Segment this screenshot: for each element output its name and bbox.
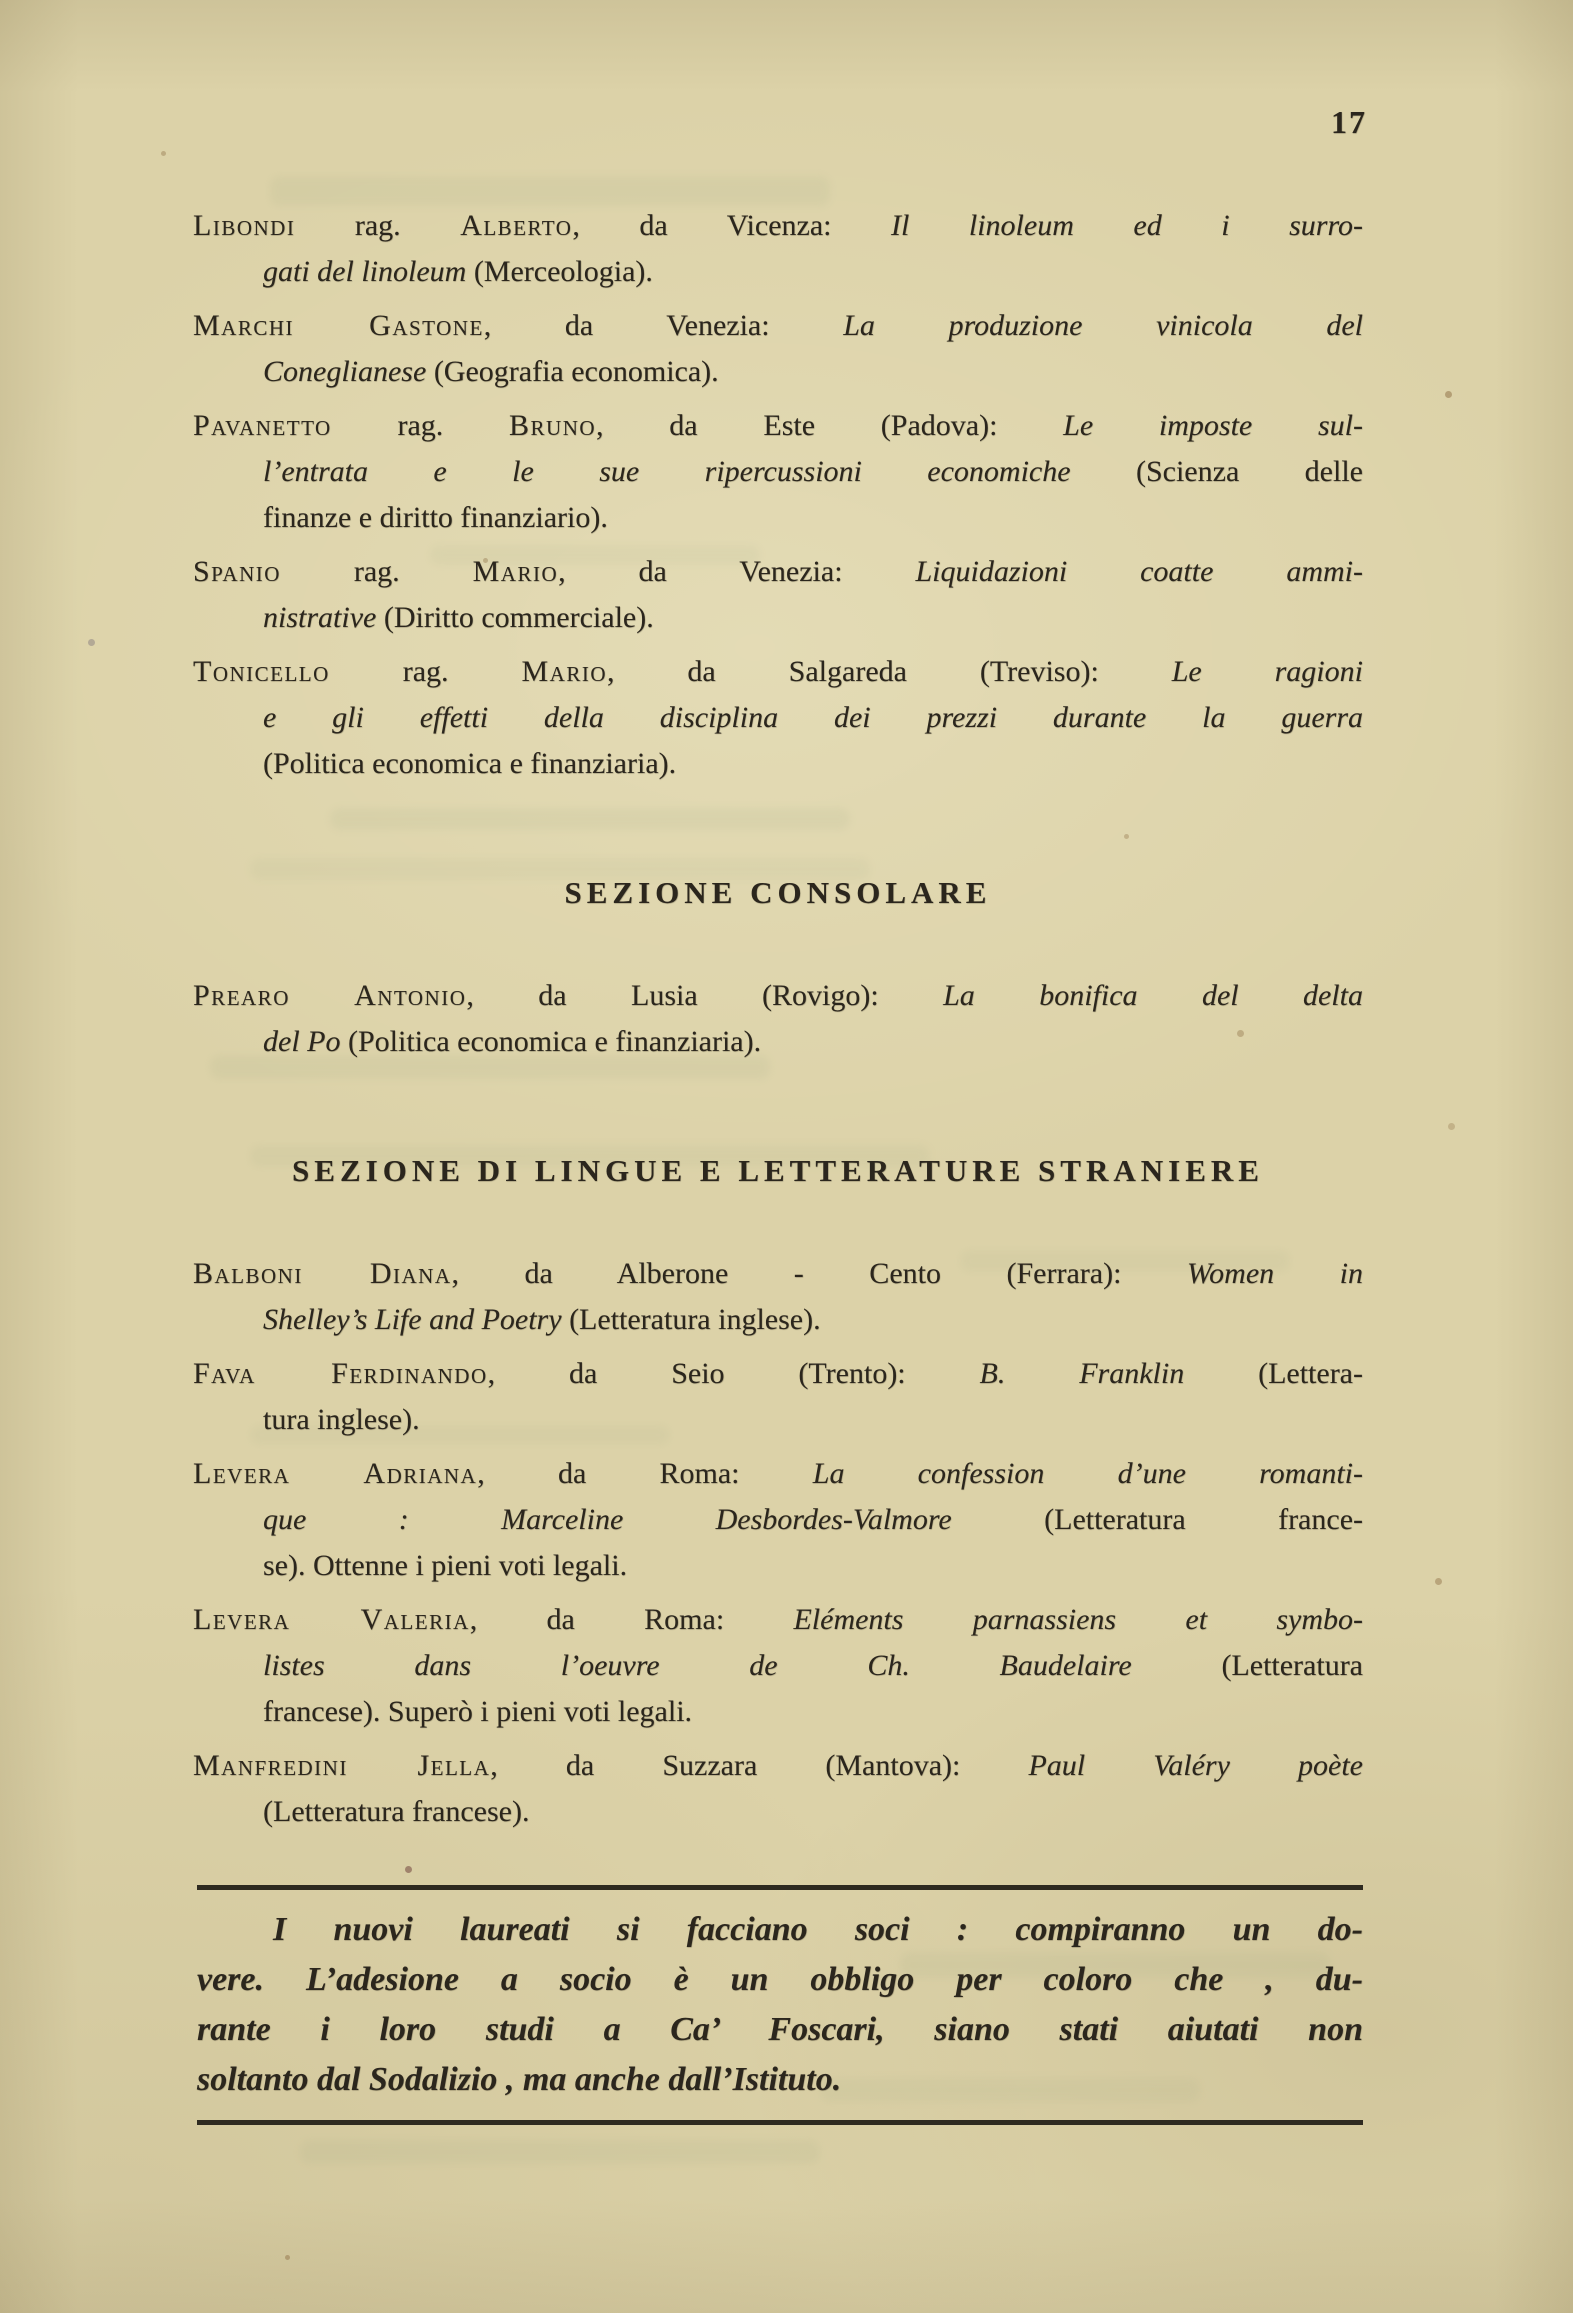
entry-line bbox=[193, 1351, 1363, 1397]
thesis-title: Shelley’s Life and Poetry bbox=[263, 1303, 570, 1336]
laureate-entry bbox=[193, 649, 1363, 787]
laureate-name: Mario bbox=[521, 655, 607, 688]
thesis-title: listes dans l’oeuvre de Ch. Baudelaire bbox=[263, 1649, 1222, 1682]
entry-line bbox=[193, 549, 1363, 595]
laureate-name: Mario bbox=[472, 555, 559, 588]
entry-text: , da Vicenza: bbox=[572, 209, 892, 242]
entry-text: , da Roma: bbox=[469, 1603, 794, 1636]
entry-line bbox=[193, 1397, 1363, 1443]
entry-line bbox=[193, 303, 1363, 349]
laureate-name: Levera Adriana bbox=[193, 1457, 478, 1490]
entry-text: rag. bbox=[331, 409, 510, 442]
entry-line bbox=[193, 1019, 1363, 1065]
entry-line bbox=[193, 449, 1363, 495]
entry-line bbox=[193, 595, 1363, 641]
entry-text: (Diritto commerciale). bbox=[383, 601, 654, 634]
entry-line bbox=[193, 649, 1363, 695]
thesis-title: Le imposte sul- bbox=[1063, 409, 1364, 442]
notice-text bbox=[197, 1905, 1363, 2105]
entry-line bbox=[193, 973, 1363, 1019]
notice-line: rante i loro studi a Ca’ Foscari, siano stati aiutati non bbox=[197, 2011, 1363, 2048]
section-header: SEZIONE DI LINGUE E LETTERATURE STRANIERE bbox=[292, 1153, 1264, 1188]
laureate-entry bbox=[193, 549, 1363, 641]
laureate-name: Spanio bbox=[193, 555, 281, 588]
laureate-name: Marchi Gastone bbox=[193, 309, 484, 342]
laureate-name: Manfredini Jella bbox=[193, 1749, 491, 1782]
thesis-title: gati del linoleum bbox=[263, 255, 474, 288]
entry-text: , da Roma: bbox=[477, 1457, 813, 1490]
entry-text: rag. bbox=[329, 655, 522, 688]
thesis-title: B. Franklin bbox=[979, 1357, 1259, 1390]
section-header: SEZIONE CONSOLARE bbox=[564, 875, 992, 910]
thesis-title: Liquidazioni coatte ammi- bbox=[915, 555, 1364, 588]
foxing-specks bbox=[0, 0, 3, 3]
thesis-title: Le ragioni bbox=[1171, 655, 1363, 688]
entry-text: (Letteratura francese). bbox=[263, 1795, 530, 1828]
laureate-entry bbox=[193, 973, 1363, 1065]
entry-line bbox=[193, 1789, 1363, 1835]
laureate-name: Balboni Diana bbox=[193, 1257, 452, 1290]
entry-line bbox=[193, 1451, 1363, 1497]
laureate-name: Fava Ferdinando bbox=[193, 1357, 488, 1390]
entry-text: , da Venezia: bbox=[558, 555, 916, 588]
entry-text: (Lettera- bbox=[1258, 1357, 1363, 1390]
entry-text: , da Salgareda (Treviso): bbox=[607, 655, 1172, 688]
entry-text: francese). Superò i pieni voti legali. bbox=[263, 1695, 693, 1728]
entry-line bbox=[193, 203, 1363, 249]
notice-line: I nuovi laureati si facciano soci : compiranno un do- bbox=[273, 1911, 1363, 1948]
entry-line bbox=[193, 695, 1363, 741]
laureate-name: Bruno bbox=[509, 409, 597, 442]
laureate-entry bbox=[193, 1251, 1363, 1343]
thesis-title: La confession d’une romanti- bbox=[812, 1457, 1364, 1490]
entry-line bbox=[193, 741, 1363, 787]
entry-line bbox=[193, 1251, 1363, 1297]
entry-text: tura inglese). bbox=[263, 1403, 420, 1436]
laureate-name: Pavanetto bbox=[193, 409, 332, 442]
entry-text: , da Alberone - Cento (Ferrara): bbox=[451, 1257, 1187, 1290]
entry-text: finanze e diritto finanziario). bbox=[263, 501, 608, 534]
entry-text: (Merceologia). bbox=[473, 255, 653, 288]
laureate-entry bbox=[193, 1743, 1363, 1835]
entry-text: (Politica economica e finanziaria). bbox=[347, 1025, 762, 1058]
laureate-name: Alberto bbox=[460, 209, 573, 242]
notice-line: vere. L’adesione a socio è un obbligo per coloro che , du- bbox=[197, 1961, 1363, 1998]
laureate-name: Prearo Antonio bbox=[193, 979, 467, 1012]
entry-text: , da Lusia (Rovigo): bbox=[466, 979, 944, 1012]
entry-line bbox=[193, 1743, 1363, 1789]
thesis-title: e gli effetti della disciplina dei prezzi durante la guerra bbox=[263, 701, 1363, 734]
laureate-name: Levera Valeria bbox=[193, 1603, 470, 1636]
show-through-mark bbox=[270, 176, 830, 206]
entry-text: (Geografia economica). bbox=[433, 355, 719, 388]
thesis-title: Women in bbox=[1186, 1257, 1363, 1290]
thesis-title: La produzione vinicola del bbox=[843, 309, 1364, 342]
entry-line bbox=[193, 495, 1363, 541]
entry-text: (Letteratura bbox=[1221, 1649, 1363, 1682]
thesis-title: l’entrata e le sue ripercussioni economiche bbox=[263, 455, 1136, 488]
thesis-title: Eléments parnassiens et symbo- bbox=[793, 1603, 1363, 1636]
entry-text: (Politica economica e finanziaria). bbox=[263, 747, 677, 780]
thesis-title: Coneglianese bbox=[263, 355, 434, 388]
entry-text: , da Venezia: bbox=[483, 309, 844, 342]
entry-line bbox=[193, 403, 1363, 449]
entry-text: rag. bbox=[295, 209, 461, 242]
laureate-entry bbox=[193, 203, 1363, 295]
entry-text: rag. bbox=[280, 555, 473, 588]
page-number: 17 bbox=[1331, 104, 1367, 140]
entry-line bbox=[193, 249, 1363, 295]
thesis-title: La bonifica del delta bbox=[943, 979, 1363, 1012]
entry-text: , da Seio (Trento): bbox=[487, 1357, 980, 1390]
laureate-entry bbox=[193, 1597, 1363, 1735]
laureate-entry bbox=[193, 1451, 1363, 1589]
text-block bbox=[193, 203, 1363, 1843]
entry-line bbox=[193, 1297, 1363, 1343]
entry-line bbox=[193, 1497, 1363, 1543]
entry-line bbox=[193, 1597, 1363, 1643]
membership-notice bbox=[197, 1885, 1363, 2125]
thesis-title: Il linoleum ed i surro- bbox=[891, 209, 1363, 242]
laureate-entry bbox=[193, 303, 1363, 395]
thesis-title: del Po bbox=[263, 1025, 348, 1058]
entry-line bbox=[193, 349, 1363, 395]
laureate-entry bbox=[193, 1351, 1363, 1443]
laureate-name: Libondi bbox=[193, 209, 296, 242]
entry-line bbox=[193, 1689, 1363, 1735]
entry-text: se). Ottenne i pieni voti legali. bbox=[263, 1549, 628, 1582]
entry-text: (Scienza delle bbox=[1135, 455, 1363, 488]
entry-text: , da Suzzara (Mantova): bbox=[490, 1749, 1029, 1782]
thesis-title: nistrative bbox=[263, 601, 384, 634]
notice-line: soltanto dal Sodalizio , ma anche dall’Istituto. bbox=[197, 2061, 842, 2098]
thesis-title: Paul Valéry poète bbox=[1028, 1749, 1363, 1782]
entry-line bbox=[193, 1643, 1363, 1689]
entry-text: (Letteratura france- bbox=[1044, 1503, 1363, 1536]
entry-line bbox=[193, 1543, 1363, 1589]
laureate-entry bbox=[193, 403, 1363, 541]
entry-text: (Letteratura inglese). bbox=[569, 1303, 821, 1336]
laureate-name: Tonicello bbox=[193, 655, 330, 688]
thesis-title: que : Marceline Desbordes-Valmore bbox=[263, 1503, 1045, 1536]
entry-text: , da Este (Padova): bbox=[596, 409, 1064, 442]
show-through-mark bbox=[300, 2140, 820, 2164]
